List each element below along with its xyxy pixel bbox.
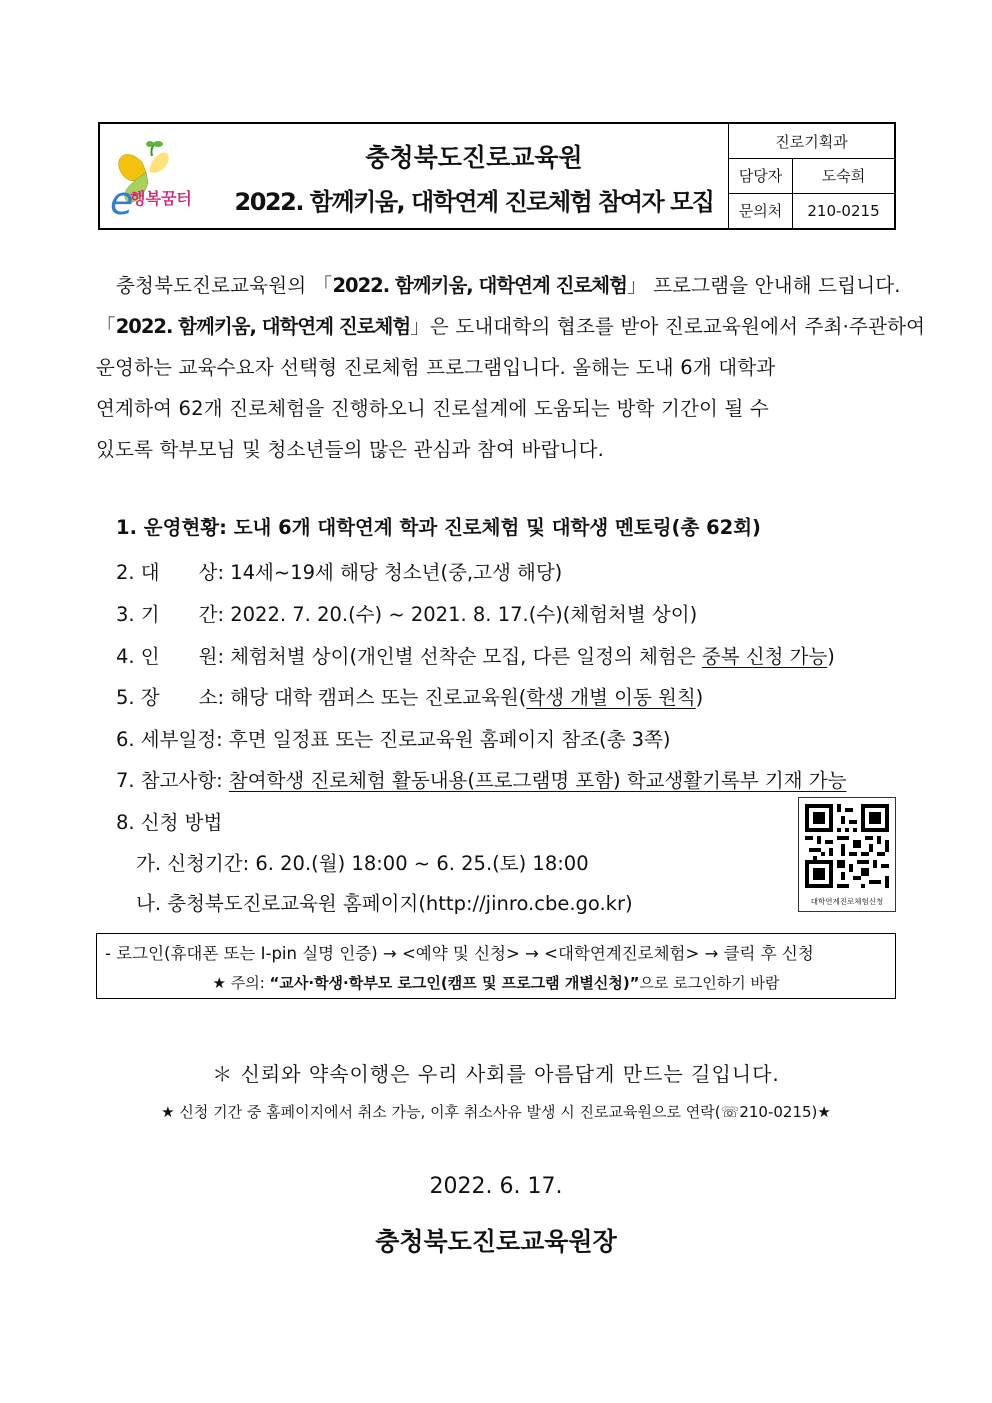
item-underlined: 중복 신청 가능 bbox=[701, 645, 828, 668]
list-item-notes bbox=[116, 765, 846, 793]
caution-label: ★ 주의: bbox=[212, 974, 270, 992]
intro-text: 」은 도내대학의 협조를 받아 진로교육원에서 주최·주관하여 bbox=[410, 315, 926, 338]
intro-line-1 bbox=[96, 265, 901, 306]
manager-value: 도숙희 bbox=[821, 167, 866, 185]
contact-row-manager bbox=[729, 158, 894, 194]
item-text: 5. 장 소: 해당 대학 캠퍼스 또는 진로교육원( bbox=[116, 686, 527, 709]
login-caution bbox=[97, 972, 895, 993]
contact-table bbox=[728, 124, 894, 228]
qr-code[interactable] bbox=[798, 797, 896, 912]
list-item-period: 3. 기 간: 2022. 7. 20.(수) ~ 2021. 8. 17.(수)(체험처별 상이) bbox=[116, 603, 698, 626]
intro-text: 」 프로그램을 안내해 드립니다. bbox=[626, 274, 901, 297]
caution-login-type: “교사·학생·학부모 로그인(캠프 및 프로그램 개별신청)” bbox=[269, 974, 640, 992]
login-notice-box bbox=[96, 933, 896, 999]
intro-line-2 bbox=[96, 306, 926, 347]
header-box bbox=[98, 122, 896, 230]
logo-butterfly-icon bbox=[106, 132, 218, 222]
item-underlined: 학생 개별 이동 원칙 bbox=[526, 686, 696, 709]
list-item-schedule: 6. 세부일정: 후면 일정표 또는 진로교육원 홈페이지 참조(총 3쪽) bbox=[116, 728, 671, 751]
inquiry-label: 문의처 bbox=[729, 193, 793, 228]
intro-line-4: 연계하여 62개 진로체험을 진행하오니 진로설계에 도움되는 방학 기간이 될 수 bbox=[96, 397, 769, 420]
title-area bbox=[218, 124, 730, 228]
list-item-target: 2. 대 상: 14세~19세 해당 청소년(중,고생 해당) bbox=[116, 561, 563, 584]
intro-line-5: 있도록 학부모님 및 청소년들의 많은 관심과 참여 바랍니다. bbox=[96, 438, 605, 461]
intro-line-3: 운영하는 교육수요자 선택형 진로체험 프로그램입니다. 올해는 도내 6개 대학과 bbox=[96, 356, 776, 379]
apply-period: 가. 신청기간: 6. 20.(월) 18:00 ~ 6. 25.(토) 18:00 bbox=[136, 852, 589, 875]
list-item-status: 1. 운영현황: 도내 6개 대학연계 학과 진로체험 및 대학생 멘토링(총 62회) bbox=[116, 516, 761, 539]
caution-text: 으로 로그인하기 바람 bbox=[639, 974, 780, 992]
apply-homepage: 나. 충청북도진로교육원 홈페이지(http://jinro.cbe.go.kr) bbox=[136, 892, 633, 915]
qr-code-icon bbox=[805, 804, 889, 888]
logo bbox=[106, 132, 218, 222]
department-cell: 진로기획과 bbox=[775, 132, 848, 151]
page-title: 2022. 함께키움, 대학연계 진로체험 참여자 모집 bbox=[234, 188, 714, 216]
list-item-place bbox=[116, 682, 703, 710]
item-text: 7. 참고사항: bbox=[116, 769, 229, 792]
list-item-apply-method: 8. 신청 방법 bbox=[116, 811, 223, 834]
cancel-note: ★ 신청 기간 중 홈페이지에서 취소 가능, 이후 취소사유 발생 시 진로교육원으로 연락(☏210-0215)★ bbox=[161, 1103, 831, 1121]
contact-row-inquiry bbox=[729, 193, 894, 228]
svg-text:e: e bbox=[110, 179, 134, 222]
list-item-capacity bbox=[116, 641, 835, 669]
logo-text: 행복꿈터 bbox=[130, 189, 192, 208]
intro-text: 「 bbox=[96, 315, 116, 338]
inquiry-value: 210-0215 bbox=[807, 201, 880, 220]
item-text: ) bbox=[827, 645, 835, 668]
login-steps: - 로그인(휴대폰 또는 I-pin 실명 인증) → <예약 및 신청> → <대학연계진로체험> → 클릭 후 신청 bbox=[105, 944, 814, 963]
qr-caption: 대학연계진로체험신청 bbox=[810, 897, 884, 906]
contact-row-department bbox=[729, 124, 894, 159]
intro-text: 충청북도진로교육원의 「 bbox=[116, 274, 333, 297]
item-underlined: 참여학생 진로체험 활동내용(프로그램명 포함) 학교생활기록부 기재 가능 bbox=[228, 769, 847, 792]
issuer: 충청북도진로교육원장 bbox=[375, 1227, 617, 1256]
item-text: 4. 인 원: 체험처별 상이(개인별 선착순 모집, 다른 일정의 체험은 bbox=[116, 645, 702, 668]
program-name: 2022. 함께키움, 대학연계 진로체험 bbox=[115, 315, 411, 338]
org-title: 충청북도진로교육원 bbox=[365, 143, 583, 172]
manager-label: 담당자 bbox=[729, 158, 793, 193]
document-date: 2022. 6. 17. bbox=[429, 1174, 563, 1199]
intro-paragraph bbox=[96, 265, 926, 470]
motto: ＊ 신뢰와 약속이행은 우리 사회를 아름답게 만드는 길입니다. bbox=[212, 1062, 780, 1086]
program-name: 2022. 함께키움, 대학연계 진로체험 bbox=[332, 274, 627, 297]
item-text: ) bbox=[695, 686, 704, 709]
